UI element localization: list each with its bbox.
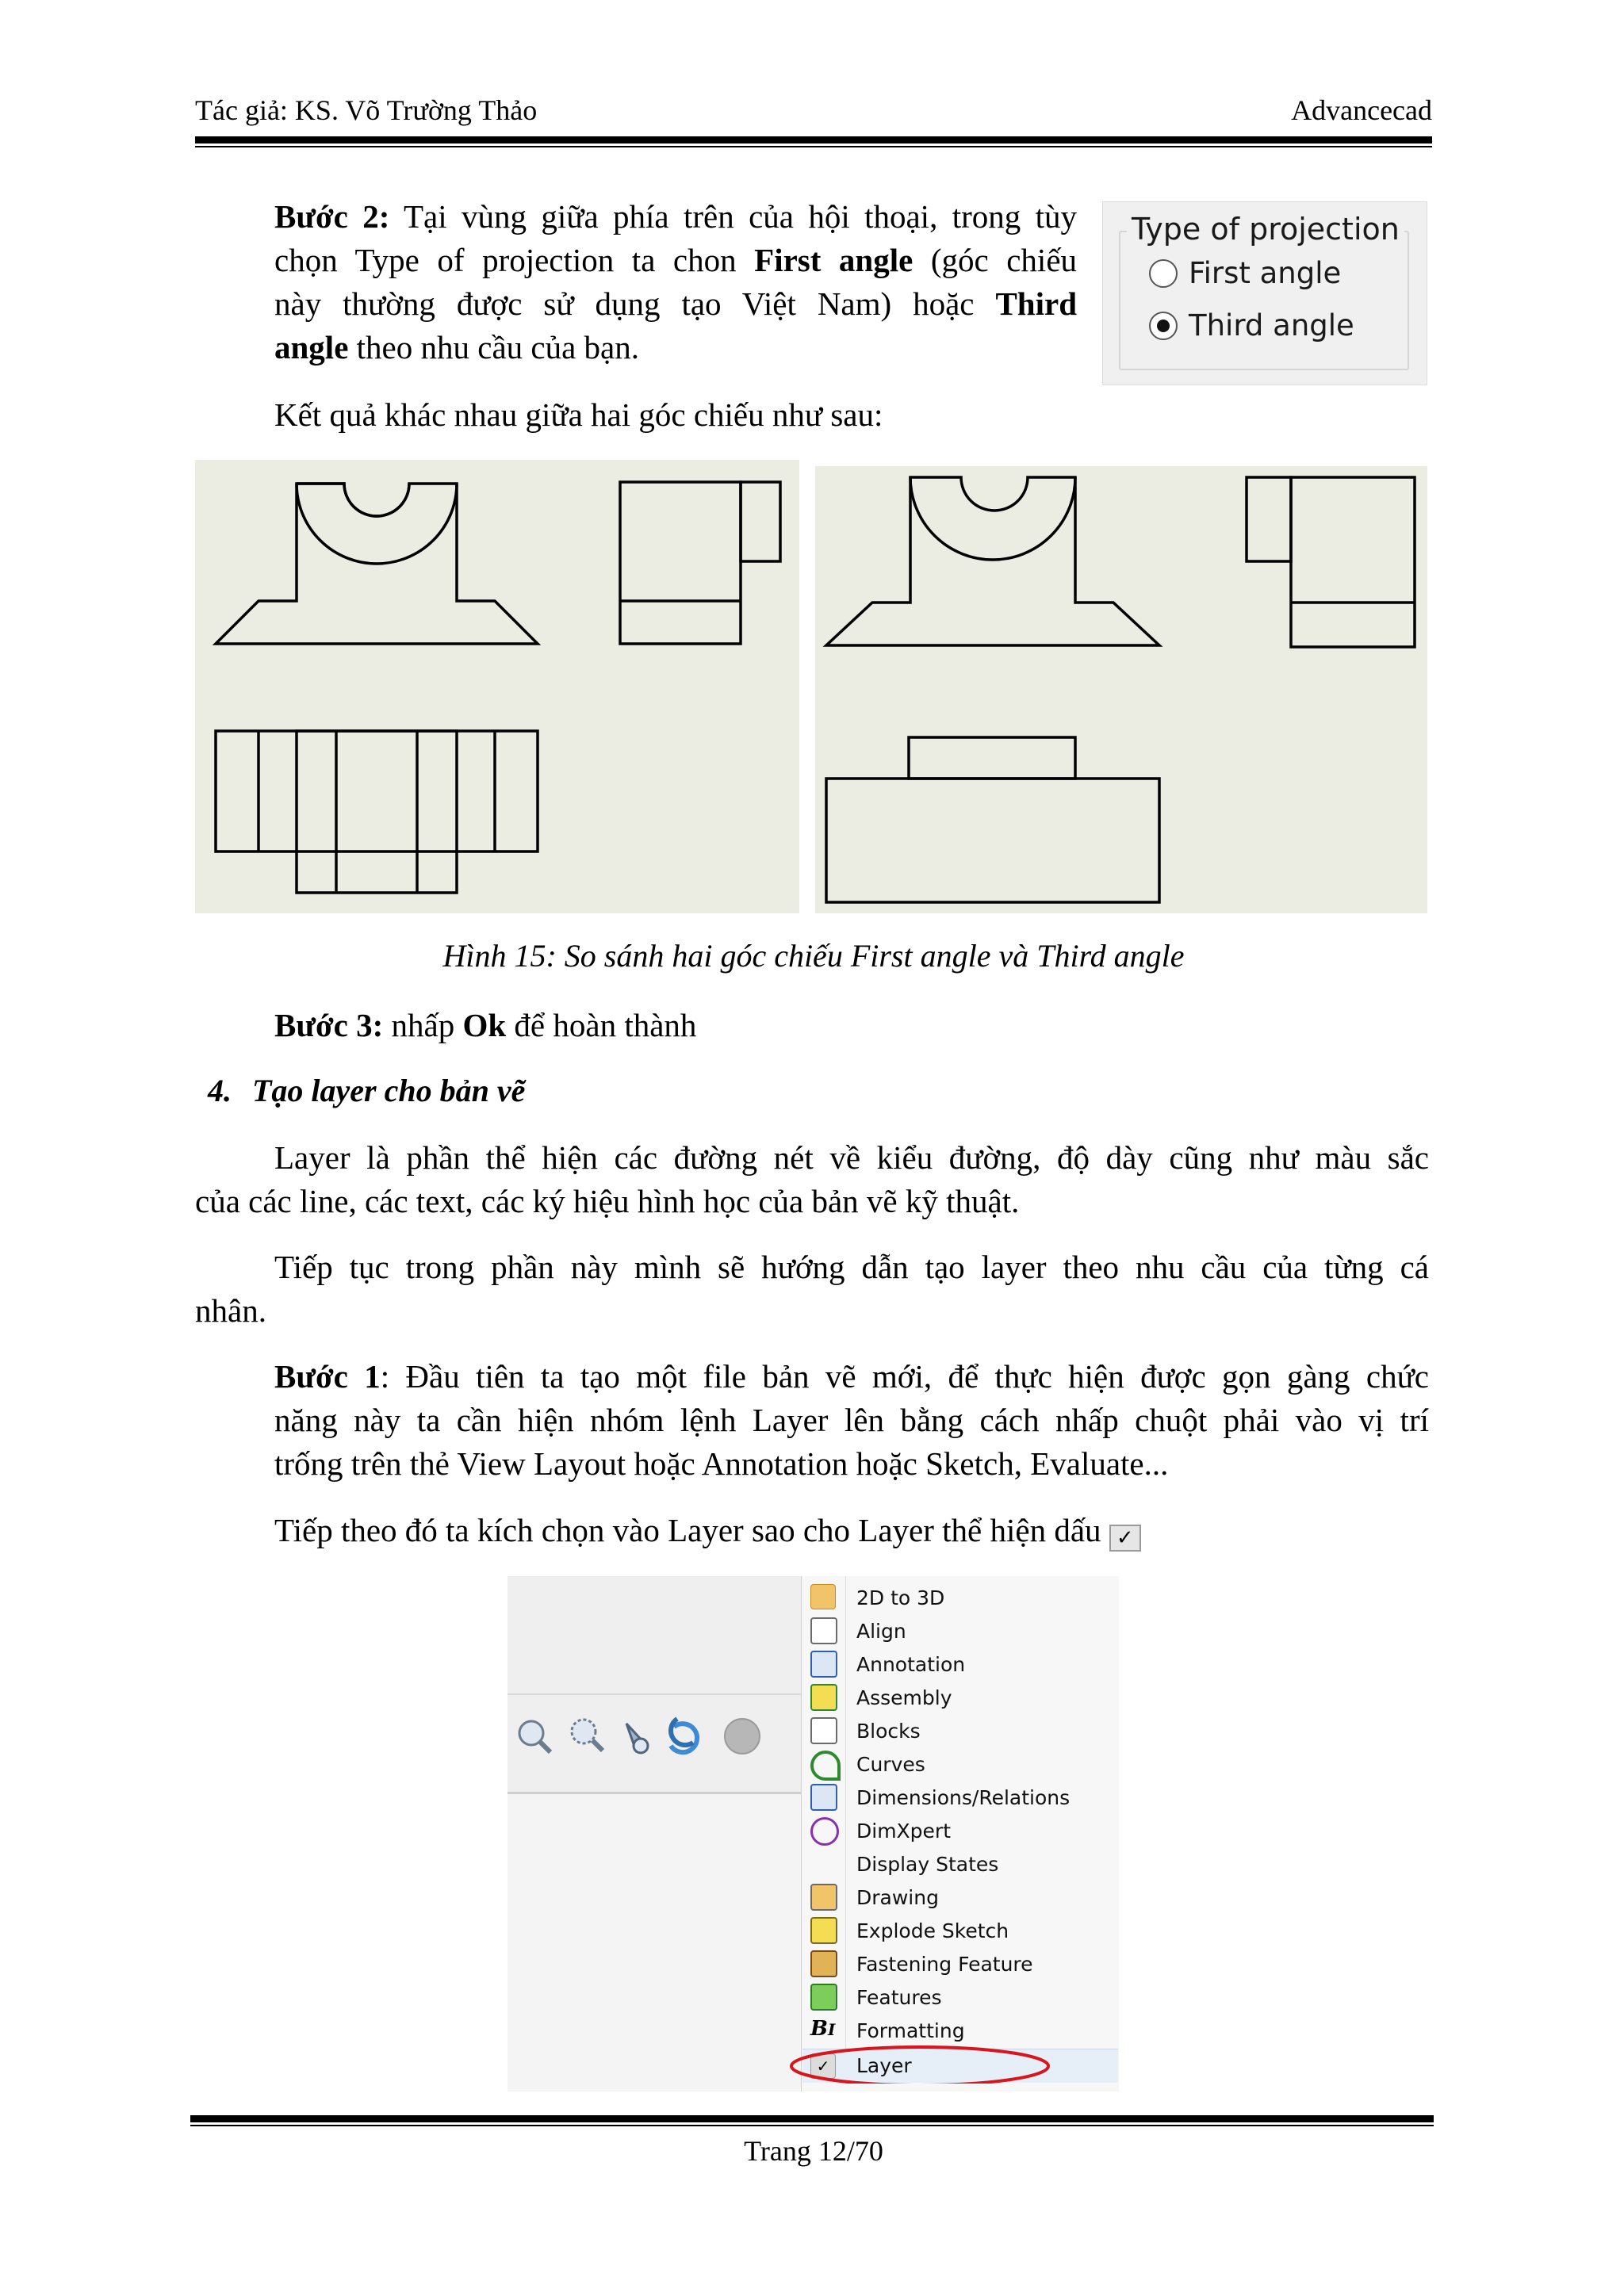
footer-rule-thick: [190, 2115, 1434, 2122]
view-tools-icons: [508, 1695, 801, 1792]
menu-item-display-states[interactable]: Display States: [856, 1852, 999, 1876]
zoom-to-fit-icon: [519, 1721, 550, 1752]
menu-item-dimensions-relations[interactable]: Dimensions/Relations: [856, 1785, 1071, 1809]
drawing-icon: [810, 1884, 837, 1911]
header-rule-thin: [195, 146, 1432, 147]
2d-to-3d-icon: [810, 1584, 836, 1609]
step3-line: [274, 1004, 696, 1047]
continue-line2: nhân.: [195, 1292, 266, 1329]
page-number: Trang 12/70: [744, 2135, 883, 2167]
step2-line1: Tại vùng giữa phía trên của hội thoại, trong tùy: [404, 198, 1077, 235]
menu-item-annotation[interactable]: Annotation: [856, 1652, 966, 1676]
step3-text-a: nhấp: [383, 1007, 463, 1043]
third-term: Third: [995, 285, 1077, 322]
figure15-caption: Hình 15: So sánh hai góc chiếu First angle và Third angle: [442, 938, 1185, 974]
checkbox-checked-icon: ✓: [1109, 1525, 1141, 1552]
menu-item-fastening-feature[interactable]: Fastening Feature: [856, 1952, 1033, 1976]
menu-cutoff: [802, 2084, 1118, 2091]
third-angle-figure: [815, 466, 1427, 913]
menu-item-align[interactable]: Align: [856, 1619, 906, 1643]
explode-sketch-icon: [810, 1917, 837, 1944]
toolbar-canvas: [508, 1794, 801, 2091]
step3-text-c: để hoàn thành: [506, 1007, 697, 1043]
step2-line2a: chọn Type of projection ta chon: [274, 242, 755, 278]
menu-icon-gutter-line: [845, 1576, 846, 2091]
step1-line3: trống trên thẻ View Layout hoặc Annotation hoặc Sketch, Evaluate...: [274, 1445, 1169, 1482]
projection-group-border: [1119, 231, 1409, 370]
angle-term: angle: [274, 329, 349, 365]
align-icon: [810, 1617, 837, 1644]
display-style-icon: [725, 1719, 760, 1754]
rotate-view-icon: [671, 1719, 697, 1752]
result-text: Kết quả khác nhau giữa hai góc chiếu như sau:: [274, 396, 883, 433]
projection-legend: Type of projection: [1127, 212, 1404, 247]
step3-label: Bước 3:: [274, 1007, 384, 1043]
third-angle-label: Third angle: [1189, 308, 1354, 342]
footer-rule-thin: [190, 2125, 1434, 2126]
layer-intro-paragraph: [195, 1136, 1429, 1223]
step2-label: Bước 2:: [274, 198, 390, 235]
fastening-feature-icon: [810, 1950, 837, 1977]
third-angle-radio[interactable]: [1149, 312, 1178, 340]
first-angle-option[interactable]: [1149, 256, 1341, 290]
step2-paragraph: [274, 195, 1077, 369]
section4-title: Tạo layer cho bản vẽ: [252, 1073, 526, 1108]
step1-label: Bước 1: [274, 1358, 381, 1395]
dimxpert-icon: [810, 1817, 839, 1846]
previous-view-icon: [626, 1724, 648, 1753]
menu-item-curves[interactable]: Curves: [856, 1752, 925, 1776]
zoom-to-area-icon: [572, 1720, 603, 1751]
third-angle-drawing: [815, 466, 1427, 913]
header-author: Tác giả: KS. Võ Trường Thảo: [195, 94, 538, 126]
continue-paragraph: [195, 1246, 1429, 1333]
first-angle-radio[interactable]: [1149, 259, 1178, 288]
step1-line2: năng này ta cần hiện nhóm lệnh Layer lên bằng cách nhấp chuột phải vào vị trí: [274, 1402, 1429, 1438]
step2-line3a: này thường được sử dụng tạo Việt Nam) hoặc: [274, 285, 996, 322]
check-icon: ✓: [810, 2053, 836, 2079]
menu-item-layer[interactable]: Layer: [856, 2053, 912, 2077]
next-text-line: [274, 1509, 1141, 1552]
formatting-icon: BI: [810, 2017, 836, 2041]
menu-item-drawing[interactable]: Drawing: [856, 1885, 939, 1909]
ok-term: Ok: [462, 1007, 507, 1043]
features-icon: [810, 1984, 837, 2011]
menu-item-2d-to-3d[interactable]: 2D to 3D: [856, 1586, 945, 1609]
projection-type-panel: [1102, 201, 1427, 385]
first-angle-label: First angle: [1189, 256, 1342, 290]
assembly-icon: [810, 1684, 837, 1711]
toolbar-context-menu-screenshot: [508, 1576, 1118, 2091]
step2-line2c: (góc chiếu: [913, 242, 1078, 278]
curves-icon: [810, 1751, 841, 1781]
continue-line1: Tiếp tục trong phần này mình sẽ hướng dẫn tạo layer theo nhu cầu của từng cá: [274, 1249, 1429, 1285]
section4-number: 4.: [208, 1073, 232, 1108]
menu-item-assembly[interactable]: Assembly: [856, 1686, 952, 1709]
annotation-icon: [810, 1651, 837, 1678]
menu-item-features[interactable]: Features: [856, 1985, 942, 2009]
step2-line4b: theo nhu cầu của bạn.: [348, 329, 639, 365]
header-brand: Advancecad: [1291, 94, 1432, 126]
menu-item-blocks[interactable]: Blocks: [856, 1719, 921, 1743]
menu-item-formatting[interactable]: Formatting: [856, 2019, 965, 2042]
first-angle-drawing: [195, 460, 799, 913]
layer-intro-line2: của các line, các text, các ký hiệu hình học của bản vẽ kỹ thuật.: [195, 1183, 1020, 1219]
layer-intro-line1: Layer là phần thể hiện các đường nét về kiểu đường, độ dày cũng như màu sắc: [274, 1139, 1429, 1176]
menu-item-explode-sketch[interactable]: Explode Sketch: [856, 1919, 1009, 1942]
header-rule-thick: [195, 136, 1432, 144]
step1-paragraph: [274, 1355, 1429, 1486]
third-angle-option[interactable]: [1149, 308, 1354, 342]
step1-line1: : Đầu tiên ta tạo một file bản vẽ mới, để thực hiện được gọn gàng chức: [380, 1358, 1429, 1395]
menu-item-dimxpert[interactable]: DimXpert: [856, 1819, 952, 1843]
next-text: Tiếp theo đó ta kích chọn vào Layer sao cho Layer thể hiện dấu: [274, 1512, 1101, 1548]
first-angle-term: First angle: [754, 242, 914, 278]
blocks-icon: [810, 1717, 837, 1744]
section4-heading: [208, 1072, 525, 1109]
first-angle-figure: [195, 460, 799, 913]
dimensions-icon: [810, 1784, 837, 1811]
